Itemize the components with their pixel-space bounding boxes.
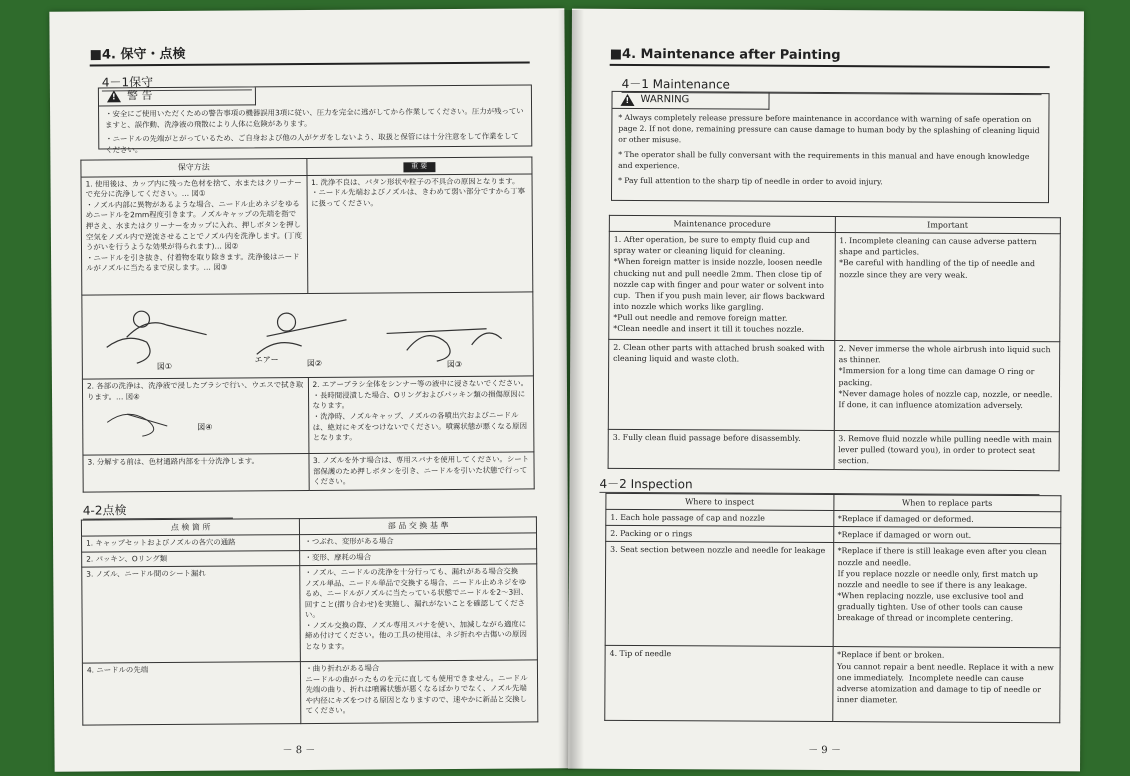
subsection-title: 4－1保守 <box>102 72 252 91</box>
table-cell: 2. Packing or o rings <box>606 526 834 543</box>
warning-line: ・安全にご使用いただくための警告事項の機器誤用3項に従い、圧力を完全に逃がしてから作業してください。圧力が残っていますと、誤作動、洗浄液の飛散により人体に危険があります。 <box>105 106 524 129</box>
table-cell: 1. キャップセットおよびノズルの各穴の通路 <box>82 535 300 552</box>
cell-text: 3. 分解する前は、色材通路内部を十分洗浄します。 <box>87 456 259 468</box>
table-cell: *Replace if bent or broken. You cannot repair a bent needle. Replace it with a new one immediately. Incomplete needle can cause adverse atomization and damage to tip of needle or inner diameter. <box>832 647 1060 723</box>
warning-header <box>99 87 256 106</box>
column-header: Where to inspect <box>606 493 834 511</box>
table-cell: *Replace if there is still leakage even after you clean nozzle and needle. If you replace nozzle or needle only, first match up nozzle and needle to see if there is any leakage. *When replacing nozzle, use exclusive tool and gradually tighten. Use of other tools can cause breakage of thread or incomplete centering. <box>833 543 1061 648</box>
subsection-title: 4－2 Inspection <box>599 475 1039 495</box>
column-header: Maintenance procedure <box>609 215 835 233</box>
warning-title: 警 告 <box>126 89 153 103</box>
fig-label-air: エアー <box>254 355 279 365</box>
left-page <box>49 8 569 772</box>
cell-text: 3. ノズルを外す場合は、専用スパナを使用してください。シート部保護のため押しボタンを引き、ニードルを引いた状態で行ってください。 <box>312 454 530 487</box>
table-cell: *Replace if damaged or worn out. <box>833 527 1061 544</box>
table-cell: 1. Each hole passage of cap and nozzle <box>606 510 834 527</box>
table-cell: 2. Clean other parts with attached brush soaked with cleaning liquid and waste cloth. <box>608 340 834 431</box>
maintenance-table <box>608 215 1061 467</box>
column-header <box>306 157 532 176</box>
warning-line: * Always completely release pressure before maintenance in accordance with warning of safe operation on page 2. If not done, remaining pressure can cause damage to human body by the splashing of cleaning liquid or other misuse. <box>618 112 1040 144</box>
fig-label: 図① <box>156 361 173 372</box>
illustration-row <box>82 292 534 380</box>
subsection-title: 4－1 Maintenance <box>622 75 1042 95</box>
table-cell: 1. After operation, be sure to empty fluid cup and spray water or cleaning liquid for cleaning. *When foreign matter is inside nozzle, loosen needle chucking nut and pull needle 2mm. Then close tip of nozzle cap with finger and pour water or solvent into cup. Then if you push main lever, air flows backward into nozzle which works like gargling. *Pull out needle and remove foreign matter. *Clean needle and insert it till it touches nozzle. <box>609 232 835 341</box>
table-cell: 1. Incomplete cleaning can cause adverse pattern shape and particles. *Be careful with handling of the tip of needle and nozzle since they are very weak. <box>834 233 1060 342</box>
table-cell <box>82 378 308 456</box>
column-header: 点 検 箇 所 <box>81 519 299 537</box>
warning-body <box>99 103 531 163</box>
cell-text: 1. 使用後は、カップ内に残った色材を捨て、水またはクリーナーで充分に洗浄してください。… 図① ・ノズル内部に異物があるような場合、ニードル止めネジをゆるめニードルを2mm程度引きます。ノズルキャップの先端を指で押さえ、水またはクリーナーをカップに入れ、押しボタンを押し空気をノズル内で逆流させることでノズル内を洗浄します。(丁度うがいを行うような効果が得られます)… 図② ・ニードルを引き抜き、付着物を取り除きます。洗浄後はニードルがノズルに当たるまで戻します。… 図③ <box>85 177 302 273</box>
table-cell: ・曲り折れがある場合 ニードルの曲がったものを元に直しても使用できません。ニードル先端の曲り、折れは噴霧状態が悪くなるばかりでなく、ノズル先端や内径にキズをつける原因となりますので、速やかに新品と交換してください。 <box>301 660 538 723</box>
table-cell: 3. ノズル、ニードル間のシート漏れ <box>82 566 301 664</box>
warning-triangle-icon <box>107 91 121 103</box>
table-cell: 4. Tip of needle <box>605 646 833 722</box>
column-header: 部 品 交 換 基 準 <box>300 517 537 535</box>
table-cell: 2. パッキン、Oリング類 <box>82 550 300 567</box>
warning-line: * The operator shall be fully conversant with the requirements in this manual and have enough knowledge and experience. <box>618 149 1030 170</box>
table-cell <box>307 174 533 294</box>
column-header: When to replace parts <box>833 495 1061 513</box>
table-cell: 4. ニードルの先端 <box>82 662 301 725</box>
warning-body <box>612 108 1048 194</box>
table-cell <box>83 454 309 492</box>
table-cell: *Replace if damaged or deformed. <box>833 511 1061 528</box>
warning-box <box>98 84 532 155</box>
table-cell <box>308 376 534 454</box>
fig-label: 図④ <box>197 423 213 433</box>
subsection-title: 4-2点検 <box>83 501 233 520</box>
open-booklet <box>52 10 1082 770</box>
right-page <box>568 9 1084 772</box>
important-tag: 重 要 <box>403 162 435 172</box>
table-cell: ・変形、摩耗の場合 <box>300 549 537 566</box>
warning-line: * Pay full attention to the sharp tip of needle in order to avoid injury. <box>618 175 883 186</box>
table-cell: ・つぶれ、変形がある場合 <box>300 533 537 550</box>
table-cell: 3. Fully clean fluid passage before disassembly. <box>608 430 834 469</box>
cell-text: 2. エアーブラシ全体をシンナー等の液中に浸さないでください。 ・長時間浸漬した場合、Oリングおよびパッキン類の損傷原因になります。 ・洗浄時、ノズルキャップ、ノズルの各噴出穴およびニードルは、絶対にキズをつけないでください。噴霧状態が悪くなる原因となります。 <box>312 378 529 443</box>
column-header: 保守方法 <box>81 159 307 178</box>
page-number: － 9 － <box>808 744 841 757</box>
page-number: － 8 － <box>282 744 316 757</box>
warning-box <box>611 91 1050 203</box>
maintenance-table <box>80 156 534 491</box>
inspection-table <box>604 493 1061 723</box>
warning-line: ・ニードルの先端がとがっているため、ご自身および他の人がケガをしないよう、取扱と保管には十分注意をして作業をしてください。 <box>105 131 519 155</box>
section-title: ■4. Maintenance after Painting <box>610 47 1050 68</box>
warning-triangle-icon <box>620 94 634 106</box>
brush-illustration <box>87 402 237 439</box>
warning-header <box>612 92 769 109</box>
table-cell <box>81 175 307 295</box>
inspection-table <box>81 516 538 725</box>
fig-label: 図③ <box>446 359 463 369</box>
table-cell: 2. Never immerse the whole airbrush into liquid such as thinner. *Immersion for a long time can damage O ring or packing. *Never damage holes of nozzle cap, nozzle, or needle. If done, it can influence atomization adversely. <box>834 341 1060 432</box>
fig-label: 図② <box>306 358 323 368</box>
column-header: Important <box>835 217 1061 235</box>
warning-title: WARNING <box>640 94 690 106</box>
table-cell: ・ノズル、ニードルの洗浄を十分行っても、漏れがある場合交換 ノズル単品、ニードル単品で交換する場合、ニードル止めネジをゆるめ、ニードルがノズルに当たっている状態でニードルを2～3回、回すこと(摺り合わせ)を実施し、漏れがないことを確認してください。 ・ノズル交換の際、ノズル専用スパナを使い、加減しながら適度に締め付けてください。他の工具の使用は、ネジ折れや古傷いの原因となります。 <box>300 564 537 662</box>
table-cell: 3. Seat section between nozzle and needle for leakage <box>605 542 833 647</box>
section-title: ■4. 保守・点検 <box>90 40 530 66</box>
airbrush-illustrations <box>86 294 527 373</box>
table-cell <box>308 452 534 490</box>
table-cell: 3. Remove fluid nozzle while pulling needle with main lever pulled (toward you), in order to protect seat section. <box>834 431 1060 470</box>
cell-text: 1. 洗浄不良は、パタン形状や粒子の不具合の原因となります。 ・ニードル先端およびノズルは、きわめて弱い部分ですから丁寧に扱ってください。 <box>311 176 526 208</box>
cell-text: 2. 各部の洗浄は、洗浄液で浸したブラシで行い、ウエスで拭き取ります。… 図④ <box>86 380 304 402</box>
